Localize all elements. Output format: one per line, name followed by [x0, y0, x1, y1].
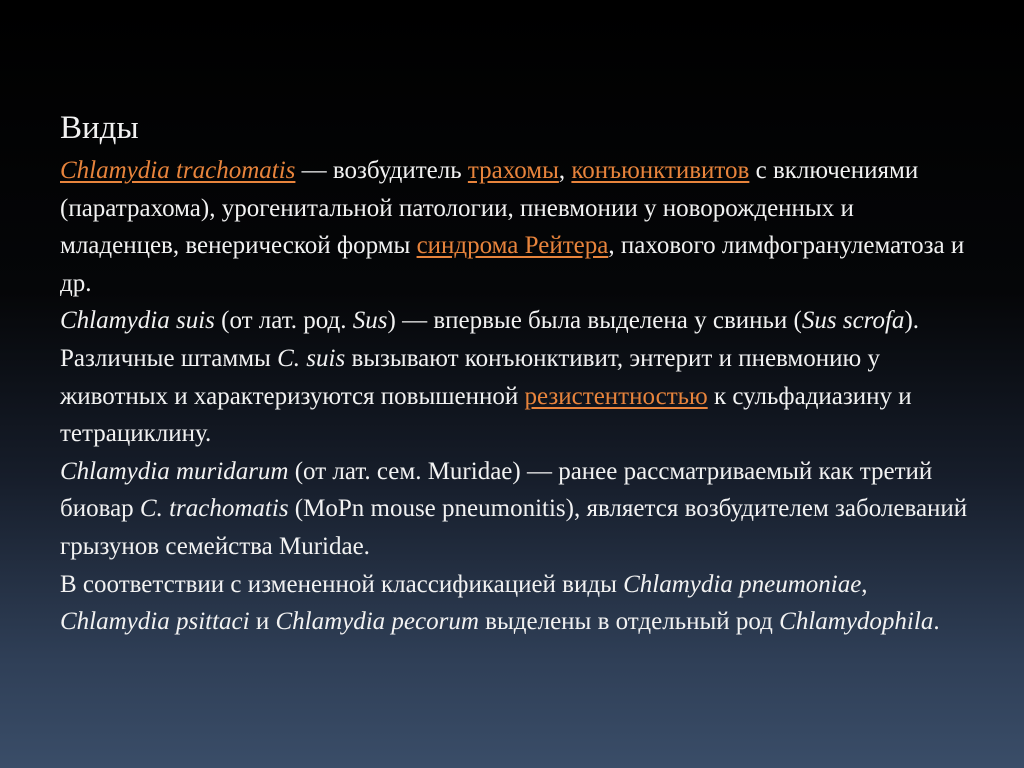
text: В соответствии с измененной классификацией виды — [60, 570, 624, 598]
text: с включениями (паратрахома), урогенитальной патологии, пневмонии у новорожденных и младенцев, венерической формы — [60, 157, 919, 260]
slide-body — [60, 152, 978, 641]
species-name: Chlamydia muridarum — [60, 457, 289, 485]
link-trachoma[interactable]: трахомы — [467, 157, 559, 184]
genus-name: Chlamydophila — [779, 608, 934, 636]
species-name: Chlamydia psittaci — [60, 608, 250, 636]
text: вызывают конъюнктивит, энтерит и пневмонию у животных и характеризуются повышенной — [60, 344, 880, 410]
text: — возбудитель — [295, 157, 468, 184]
species-short-name: C. trachomatis — [139, 495, 289, 523]
paragraph-classification — [60, 566, 978, 641]
text: (MoPn mouse pneumonitis), является возбудителем заболеваний грызунов семейства Muridae. — [60, 495, 968, 560]
text: (от лат. сем. Muridae) — ранее рассматриваемый как третий биовар — [60, 457, 933, 523]
text: , — [861, 570, 868, 598]
species-name: Chlamydia suis — [60, 307, 215, 335]
paragraph-chlamydia-muridarum — [60, 453, 978, 566]
text: к сульфадиазину и тетрациклину. — [60, 382, 912, 448]
paragraph-chlamydia-trachomatis — [60, 152, 978, 302]
species-name: Chlamydia pecorum — [275, 608, 479, 636]
text: ). Различные штаммы — [60, 307, 920, 372]
text: и — [249, 608, 276, 636]
text: (от лат. род. — [214, 307, 353, 335]
text: , — [558, 157, 572, 184]
latin-name: Sus scrofa — [801, 307, 905, 335]
link-conjunctivitis[interactable]: конъюнктивитов — [571, 157, 750, 184]
link-chlamydia-trachomatis[interactable]: Chlamydia trachomatis — [60, 157, 296, 184]
genus-name: Sus — [352, 307, 388, 335]
species-short-name: C. suis — [277, 344, 346, 372]
text: , пахового лимфогранулематоза и др. — [60, 232, 965, 297]
link-reiter-syndrome[interactable]: синдрома Рейтера — [416, 232, 609, 260]
slide-title: Виды — [60, 110, 139, 146]
text: . — [933, 608, 940, 636]
species-name: Chlamydia pneumoniae — [623, 570, 862, 598]
text: ) — впервые была выделена у свиньи ( — [387, 307, 802, 335]
text: выделены в отдельный род — [478, 608, 780, 636]
paragraph-chlamydia-suis — [60, 302, 978, 452]
link-resistance[interactable]: резистентностью — [524, 382, 708, 410]
